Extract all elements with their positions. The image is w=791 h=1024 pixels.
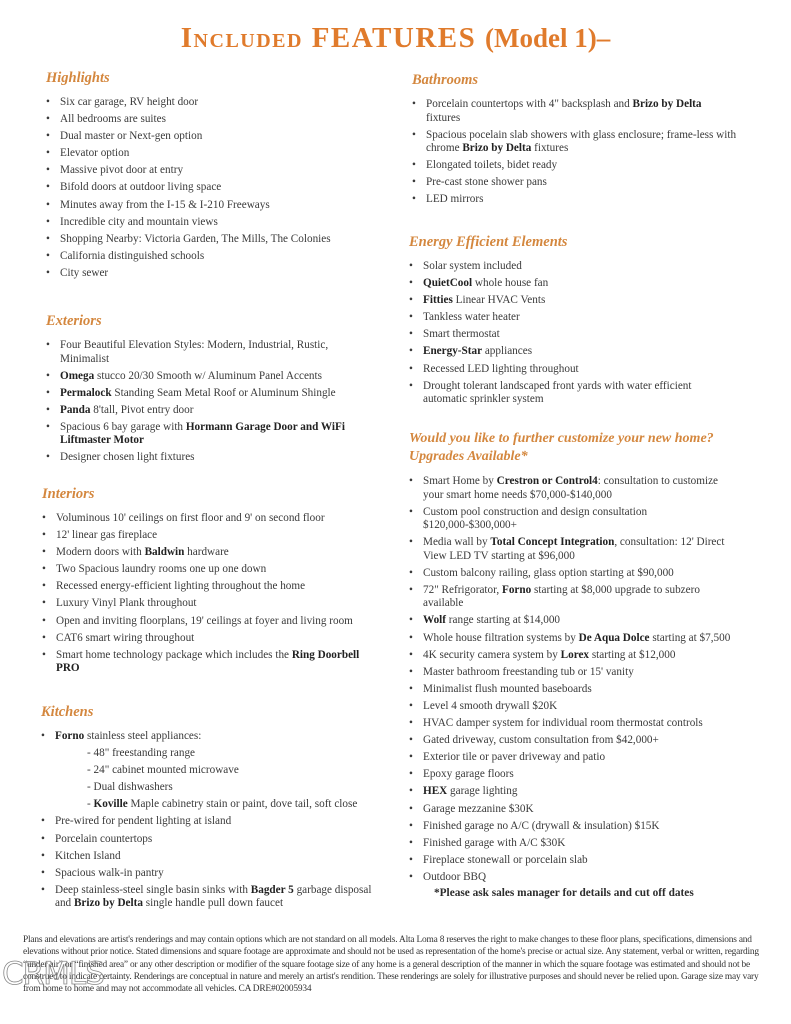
item-text: Kitchen Island bbox=[55, 849, 121, 862]
item-text: stucco 20/30 Smooth w/ Aluminum Panel Accents bbox=[94, 369, 322, 382]
list-item bbox=[409, 820, 739, 834]
item-text: Smart thermostat bbox=[423, 328, 500, 341]
item-text: Four Beautiful Elevation Styles: Modern, Industrial, Rustic, Minimalist bbox=[60, 339, 329, 365]
brand-name: HEX bbox=[423, 785, 448, 798]
list-item bbox=[41, 730, 381, 744]
list-item bbox=[412, 98, 737, 125]
list-item bbox=[409, 567, 739, 581]
item-text: Smart home technology package which includes the bbox=[56, 648, 292, 661]
item-text: Bifold doors at outdoor living space bbox=[60, 181, 222, 194]
item-text: 8'tall, Pivot entry door bbox=[90, 403, 194, 416]
item-text: Garage mezzanine $30K bbox=[423, 802, 534, 815]
item-text: Six car garage, RV height door bbox=[60, 96, 199, 108]
brand-name: Permalock bbox=[60, 386, 112, 399]
item-text: Porcelain countertops with 4" backsplash and bbox=[426, 98, 633, 110]
section-exteriors bbox=[46, 312, 366, 469]
list-item bbox=[41, 867, 381, 881]
item-text: Designer chosen light fixtures bbox=[60, 451, 195, 464]
item-text: starting at $12,000 bbox=[589, 648, 676, 661]
list-item bbox=[41, 815, 381, 829]
item-text: - Dual dishwashers bbox=[87, 781, 173, 794]
item-text: Elevator option bbox=[60, 147, 130, 160]
item-text: Shopping Nearby: Victoria Garden, The Mills, The Colonies bbox=[60, 232, 331, 245]
item-text: Minimalist flush mounted baseboards bbox=[423, 682, 592, 695]
item-text: 4K security camera system by bbox=[423, 648, 561, 661]
title-model: (Model 1)– bbox=[485, 23, 611, 53]
list-item bbox=[409, 734, 739, 748]
item-text: Spacious pocelain slab showers with glass enclosure; frame-less with chrome bbox=[426, 128, 737, 155]
list-item bbox=[46, 404, 366, 418]
list-item bbox=[409, 506, 739, 533]
item-text: Tankless water heater bbox=[423, 311, 520, 324]
list-item bbox=[41, 884, 381, 911]
list-item bbox=[409, 751, 739, 765]
item-text: Porcelain countertops bbox=[55, 832, 153, 845]
list-item bbox=[409, 803, 739, 817]
list-item bbox=[409, 277, 729, 291]
item-text: Master bathroom freestanding tub or 15' vanity bbox=[423, 665, 634, 678]
section-interiors bbox=[42, 485, 362, 679]
list-item bbox=[409, 854, 739, 868]
item-text: Custom balcony railing, glass option starting at $90,000 bbox=[423, 566, 674, 579]
item-text: range starting at $14,000 bbox=[446, 614, 561, 627]
list-item bbox=[46, 267, 376, 281]
item-text: Recessed energy-efficient lighting throughout the home bbox=[56, 580, 306, 593]
list-item bbox=[409, 871, 739, 885]
section-energy-efficient-elements bbox=[409, 233, 729, 410]
item-text: Level 4 smooth drywall $20K bbox=[423, 699, 558, 712]
list-item bbox=[42, 597, 362, 611]
item-text: LED mirrors bbox=[426, 193, 484, 206]
item-text: single handle pull down faucet bbox=[142, 897, 284, 910]
list-item bbox=[46, 370, 366, 384]
item-text: Whole house filtration systems by bbox=[423, 631, 579, 644]
item-text: Media wall by bbox=[423, 536, 491, 549]
brand-name: Brizo by Delta bbox=[73, 897, 143, 910]
list-item bbox=[409, 294, 729, 308]
item-text: Finished garage with A/C $30K bbox=[423, 836, 566, 849]
list-item bbox=[46, 387, 366, 401]
item-text: HVAC damper system for individual room thermostat controls bbox=[423, 717, 703, 730]
list-item bbox=[412, 193, 737, 207]
item-text: Incredible city and mountain views bbox=[60, 215, 218, 228]
brand-name: QuietCool bbox=[423, 277, 473, 290]
section-bathrooms bbox=[412, 71, 737, 210]
brand-name: Crestron or Control4 bbox=[496, 475, 598, 487]
item-text: - 24" cabinet mounted microwave bbox=[87, 764, 239, 777]
list-item bbox=[46, 199, 376, 213]
item-text: whole house fan bbox=[472, 277, 549, 290]
item-text: - bbox=[87, 798, 94, 811]
item-text: Finished garage no A/C (drywall & insulation) $15K bbox=[423, 819, 660, 832]
list-item bbox=[46, 250, 376, 264]
feature-list bbox=[412, 98, 737, 207]
list-item bbox=[409, 260, 729, 274]
item-text: Custom pool construction and design consultation $120,000-$300,000+ bbox=[423, 505, 648, 532]
item-text: Gated driveway, custom consultation from $42,000+ bbox=[423, 734, 659, 747]
item-text: Standing Seam Metal Roof or Aluminum Shingle bbox=[111, 386, 336, 399]
section-upgrades bbox=[409, 430, 739, 888]
item-text: Elongated toilets, bidet ready bbox=[426, 159, 558, 172]
item-text: garbage disposal and bbox=[55, 883, 372, 910]
brand-name: Fitties bbox=[423, 294, 453, 307]
list-item bbox=[409, 649, 739, 663]
item-text: - 48" freestanding range bbox=[87, 747, 196, 760]
list-item bbox=[46, 451, 366, 465]
section-heading: Energy Efficient Elements bbox=[409, 234, 568, 250]
list-item bbox=[409, 632, 739, 646]
section-heading: Kitchens bbox=[41, 704, 94, 720]
brand-name: Omega bbox=[60, 369, 95, 382]
list-item bbox=[41, 764, 381, 778]
item-text: Pre-wired for pendent lighting at island bbox=[55, 815, 232, 828]
title-main: Included FEATURES bbox=[180, 22, 477, 54]
list-item bbox=[409, 700, 739, 714]
list-item bbox=[46, 130, 376, 144]
list-item bbox=[42, 632, 362, 646]
list-item bbox=[46, 216, 376, 230]
footnote: *Please ask sales manager for details and cut off dates bbox=[434, 887, 694, 899]
item-text: appliances bbox=[482, 345, 533, 358]
list-item bbox=[46, 96, 376, 110]
list-item bbox=[41, 798, 381, 812]
feature-list bbox=[41, 730, 381, 911]
section-heading: Would you like to further customize your new home? Upgrades Available* bbox=[409, 431, 714, 464]
list-item bbox=[46, 181, 376, 195]
feature-list bbox=[46, 96, 376, 280]
page-title bbox=[0, 22, 791, 55]
section-heading: Highlights bbox=[46, 70, 110, 86]
brand-name: Brizo by Delta bbox=[462, 142, 532, 155]
item-text: hardware bbox=[184, 546, 229, 559]
item-text: Deep stainless-steel single basin sinks with bbox=[55, 883, 251, 896]
brand-name: Energy-Star bbox=[423, 345, 483, 358]
brand-name: Koville bbox=[93, 798, 128, 811]
list-item bbox=[409, 768, 739, 782]
item-text: Fireplace stonewall or porcelain slab bbox=[423, 853, 588, 866]
item-text: Linear HVAC Vents bbox=[452, 294, 546, 307]
item-text: CAT6 smart wiring throughout bbox=[56, 631, 195, 644]
list-item bbox=[409, 345, 729, 359]
brand-name: Brizo by Delta bbox=[632, 98, 702, 110]
item-text: garage lighting bbox=[447, 785, 518, 798]
list-item bbox=[409, 328, 729, 342]
list-item bbox=[46, 113, 376, 127]
item-text: Minutes away from the I-15 & I-210 Freeways bbox=[60, 198, 270, 211]
list-item bbox=[409, 536, 739, 563]
feature-list bbox=[46, 339, 366, 465]
list-item bbox=[42, 529, 362, 543]
item-text: Recessed LED lighting throughout bbox=[423, 362, 579, 375]
item-text: Drought tolerant landscaped front yards with water efficient automatic sprinkler system bbox=[423, 379, 692, 406]
brand-name: De Aqua Dolce bbox=[578, 631, 650, 644]
list-item bbox=[46, 421, 366, 448]
list-item bbox=[412, 159, 737, 173]
list-item bbox=[42, 512, 362, 526]
list-item bbox=[41, 850, 381, 864]
item-text: Maple cabinetry stain or paint, dove tail, soft close bbox=[127, 798, 358, 811]
item-text: Open and inviting floorplans, 19' ceilings at foyer and living room bbox=[56, 614, 353, 627]
item-text: Two Spacious laundry rooms one up one down bbox=[56, 563, 267, 576]
list-item bbox=[412, 176, 737, 190]
list-item bbox=[409, 614, 739, 628]
disclaimer: Plans and elevations are artist's renderings and may contain options which are not standard on all models. Alta Loma 8 reserves the right to make changes to these floor plans, specifications, dimensions and elevations without prior notice. Stated dimensions and square footage are approximate and should not be used as representation of the home's precise or actual size. Any statement, verbal or written, regarding “under air” or “finished area” or any other description or modifier of the square footage size of any home is a general description of the manner in which the square footage was estimated and should not be construed to indicate certainty. Renderings are conceptual in nature and merely an artist's rendition. These renderings are solely for illustrative purposes and should never be relied upon. Garage size may vary from home to home and may not accommodate all vehicles. CA DRE#02005934 bbox=[23, 935, 759, 995]
item-text: Spacious walk-in pantry bbox=[55, 866, 164, 879]
list-item bbox=[409, 584, 739, 611]
item-text: 72" Refrigorator, bbox=[423, 583, 502, 596]
item-text: starting at $8,000 upgrade to subzero available bbox=[423, 583, 700, 610]
item-text: fixtures bbox=[531, 142, 569, 155]
item-text: City sewer bbox=[60, 266, 109, 279]
section-kitchens bbox=[41, 703, 381, 914]
list-item bbox=[42, 615, 362, 629]
list-item bbox=[412, 129, 737, 156]
brand-name: Baldwin bbox=[144, 546, 185, 559]
section-heading: Exteriors bbox=[46, 313, 102, 329]
list-item bbox=[409, 380, 729, 407]
item-text: Voluminous 10' ceilings on first floor and 9' on second floor bbox=[56, 512, 325, 524]
list-item bbox=[409, 311, 729, 325]
list-item bbox=[409, 717, 739, 731]
list-item bbox=[46, 164, 376, 178]
item-text: Luxury Vinyl Plank throughout bbox=[56, 597, 197, 610]
list-item bbox=[409, 837, 739, 851]
item-text: Outdoor BBQ bbox=[423, 870, 487, 883]
list-item bbox=[41, 747, 381, 761]
brand-name: Total Concept Integration bbox=[490, 536, 615, 549]
list-item bbox=[46, 233, 376, 247]
item-text: Smart Home by bbox=[423, 475, 497, 487]
item-text: California distinguished schools bbox=[60, 249, 205, 262]
list-item bbox=[409, 683, 739, 697]
watermark-logo: CRMLS bbox=[2, 956, 104, 992]
item-text: starting at $7,500 bbox=[649, 631, 731, 644]
item-text: Modern doors with bbox=[56, 546, 145, 559]
item-text: stainless steel appliances: bbox=[84, 730, 202, 742]
brand-name: Forno bbox=[55, 730, 85, 742]
list-item bbox=[409, 666, 739, 680]
item-text: Exterior tile or paver driveway and patio bbox=[423, 751, 606, 764]
feature-list bbox=[42, 512, 362, 676]
brand-name: Bagder 5 bbox=[250, 883, 294, 896]
list-item bbox=[42, 546, 362, 560]
section-heading: Bathrooms bbox=[412, 72, 479, 88]
list-item bbox=[46, 147, 376, 161]
section-heading: Interiors bbox=[42, 486, 95, 502]
brand-name: Panda bbox=[60, 403, 91, 416]
list-item bbox=[409, 785, 739, 799]
brand-name: Forno bbox=[502, 583, 532, 596]
brand-name: Ring Doorbell PRO bbox=[56, 648, 360, 675]
list-item bbox=[42, 563, 362, 577]
list-item bbox=[46, 339, 366, 366]
feature-list bbox=[409, 475, 739, 884]
brand-name: Lorex bbox=[560, 648, 590, 661]
item-text: fixtures bbox=[426, 111, 461, 124]
section-highlights bbox=[46, 69, 376, 284]
list-item bbox=[409, 363, 729, 377]
list-item bbox=[42, 649, 362, 676]
item-text: Massive pivot door at entry bbox=[60, 164, 184, 177]
item-text: : consultation to customize your smart home needs $70,000-$140,000 bbox=[423, 475, 719, 501]
list-item bbox=[41, 833, 381, 847]
brand-name: Hormann Garage Door and WiFi Liftmaster Motor bbox=[60, 420, 345, 447]
list-item bbox=[42, 580, 362, 594]
item-text: Dual master or Next-gen option bbox=[60, 130, 203, 143]
item-text: Pre-cast stone shower pans bbox=[426, 176, 547, 189]
item-text: , consultation: 12' Direct View LED TV starting at $96,000 bbox=[423, 536, 725, 562]
list-item bbox=[409, 475, 739, 502]
feature-list bbox=[409, 260, 729, 407]
item-text: Spacious 6 bay garage with bbox=[60, 420, 186, 433]
item-text: All bedrooms are suites bbox=[60, 113, 166, 126]
list-item bbox=[41, 781, 381, 795]
item-text: 12' linear gas fireplace bbox=[56, 529, 158, 542]
item-text: Epoxy garage floors bbox=[423, 768, 514, 781]
brand-name: Wolf bbox=[423, 614, 446, 627]
item-text: Solar system included bbox=[423, 260, 522, 272]
